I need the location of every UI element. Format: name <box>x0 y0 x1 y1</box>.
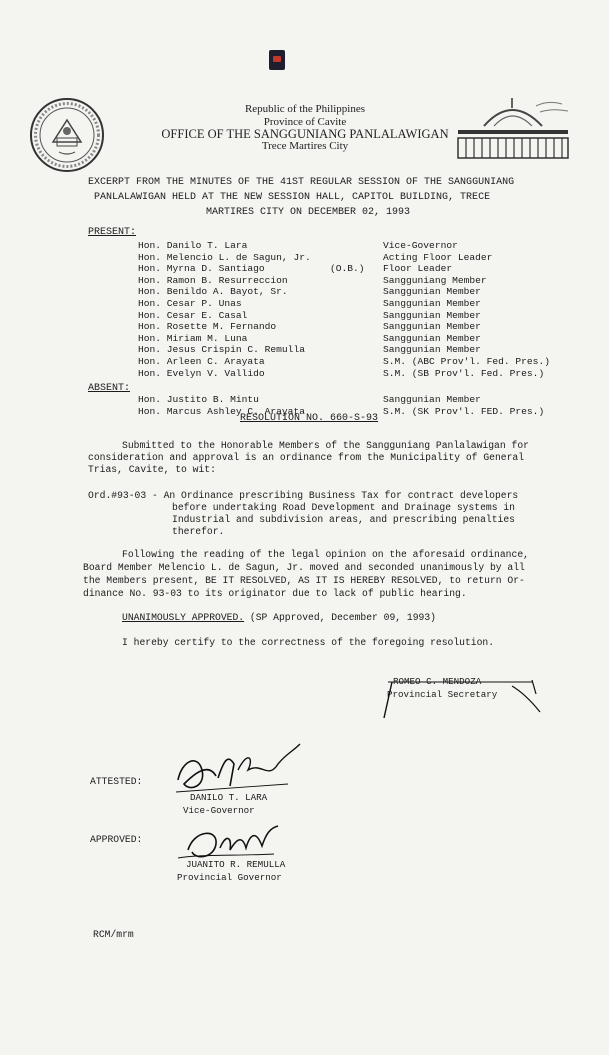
member-name: Hon. Cesar P. Unas <box>138 298 242 309</box>
member-position: Floor Leader <box>383 263 453 275</box>
governor-name: JUANITO R. REMULLA <box>186 859 286 870</box>
secretary-name: ROMEO C. MENDOZA <box>393 676 482 687</box>
vice-governor-signature <box>168 740 308 800</box>
following-line-2: Board Member Melencio L. de Sagun, Jr. moved and seconded unanimously by all <box>83 562 525 573</box>
submitted-line-1: Submitted to the Honorable Members of the Sangguniang Panlalawigan for <box>122 440 529 451</box>
member-position: S.M. (SK Prov'l. FED. Pres.) <box>383 406 545 417</box>
attested-label: ATTESTED: <box>90 776 143 787</box>
resolution-number: RESOLUTION NO. 660-S-93 <box>240 413 379 424</box>
excerpt-line-3: MARTIRES CITY ON DECEMBER 02, 1993 <box>206 207 411 218</box>
header-office: OFFICE OF THE SANGGUNIANG PANLALAWIGAN <box>161 127 449 141</box>
member-name: Hon. Marcus Ashley C. Arayata <box>138 406 305 417</box>
following-line-4: dinance No. 93-03 to its originator due to lack of public hearing. <box>83 588 467 599</box>
member-position: Sanggunian Member <box>383 321 481 333</box>
approval-line <box>122 612 436 625</box>
vice-governor-title: Vice-Governor <box>183 805 255 816</box>
member-position: Acting Floor Leader <box>383 251 493 263</box>
member-position: Sanggunian Member <box>383 394 481 405</box>
member-position: Sanggunian Member <box>383 344 481 356</box>
following-line-3: the Members present, BE IT RESOLVED, AS IT IS HEREBY RESOLVED, to return Or- <box>83 575 525 586</box>
approved-label: APPROVED: <box>90 834 143 845</box>
header-city: Trece Martires City <box>261 140 349 152</box>
member-name: Hon. Melencio L. de Sagun, Jr. <box>138 251 311 263</box>
absent-label: ABSENT: <box>88 383 131 394</box>
excerpt-line-2: PANLALAWIGAN HELD AT THE NEW SESSION HALL, CAPITOL BUILDING, TRECE <box>94 192 491 203</box>
member-name: Hon. Benildo A. Bayot, Sr. <box>138 286 288 298</box>
reference-initials: RCM/mrm <box>93 929 134 940</box>
member-position: S.M. (SB Prov'l. Fed. Pres.) <box>383 367 545 379</box>
excerpt-line-1: EXCERPT FROM THE MINUTES OF THE 41ST REGULAR SESSION OF THE SANGGUNIANG <box>88 177 515 188</box>
member-name: Hon. Miriam M. Luna <box>138 332 248 344</box>
present-list <box>0 240 609 385</box>
ordinance-line-2: before undertaking Road Development and Drainage systems in <box>172 502 515 513</box>
secretary-title: Provincial Secretary <box>387 689 498 700</box>
member-position: Sanggunian Member <box>383 298 481 309</box>
member-position: Sanggunian Member <box>383 286 481 298</box>
certification-line: I hereby certify to the correctness of the foregoing resolution. <box>122 637 495 648</box>
member-position: S.M. (ABC Prov'l. Fed. Pres.) <box>383 356 550 367</box>
following-line-1: Following the reading of the legal opinion on the aforesaid ordinance, <box>122 549 529 560</box>
member-position: Sanggunian Member <box>383 332 481 344</box>
member-name: Hon. Ramon B. Resurreccion <box>138 274 288 286</box>
ordinance-line-4: therefor. <box>172 526 225 537</box>
member-name: Hon. Rosette M. Fernando <box>138 321 277 333</box>
member-name: Hon. Arleen C. Arayata <box>138 356 265 367</box>
capitol-building-icon <box>450 96 575 162</box>
sp-approved-note: (SP Approved, December 09, 1993) <box>249 612 436 623</box>
member-tag: (O.B.) <box>330 263 365 275</box>
ordinance-line-3: Industrial and subdivision areas, and prescribing penalties <box>172 514 515 525</box>
excerpt-heading <box>88 175 588 220</box>
submitted-line-3: Trias, Cavite, to wit: <box>88 464 216 475</box>
governor-title: Provincial Governor <box>177 872 282 883</box>
member-name: Hon. Myrna D. Santiago <box>138 263 265 275</box>
member-name: Hon. Jesus Crispin C. Remulla <box>138 344 305 356</box>
ordinance-line-1: Ord.#93-03 - An Ordinance prescribing Business Tax for contract developers <box>88 490 519 501</box>
member-position: Sanggunian Member <box>383 309 481 321</box>
member-name: Hon. Cesar E. Casal <box>138 309 248 321</box>
member-name: Hon. Danilo T. Lara <box>138 240 248 251</box>
header-republic: Republic of the Philippines <box>244 103 366 115</box>
present-label: PRESENT: <box>88 227 137 238</box>
member-name: Hon. Justito B. Mintu <box>138 394 259 405</box>
member-position: Sangguniang Member <box>383 274 487 286</box>
top-emblem-icon <box>269 50 285 70</box>
submitted-line-2: consideration and approval is an ordinance from the Municipality of General <box>88 452 525 463</box>
provincial-seal-icon <box>28 96 106 174</box>
member-name: Hon. Evelyn V. Vallido <box>138 367 265 379</box>
member-position: Vice-Governor <box>383 240 458 251</box>
unanimously-approved: UNANIMOUSLY APPROVED. <box>122 612 245 623</box>
vice-governor-name: DANILO T. LARA <box>190 792 268 803</box>
header-province: Province of Cavite <box>263 116 347 128</box>
